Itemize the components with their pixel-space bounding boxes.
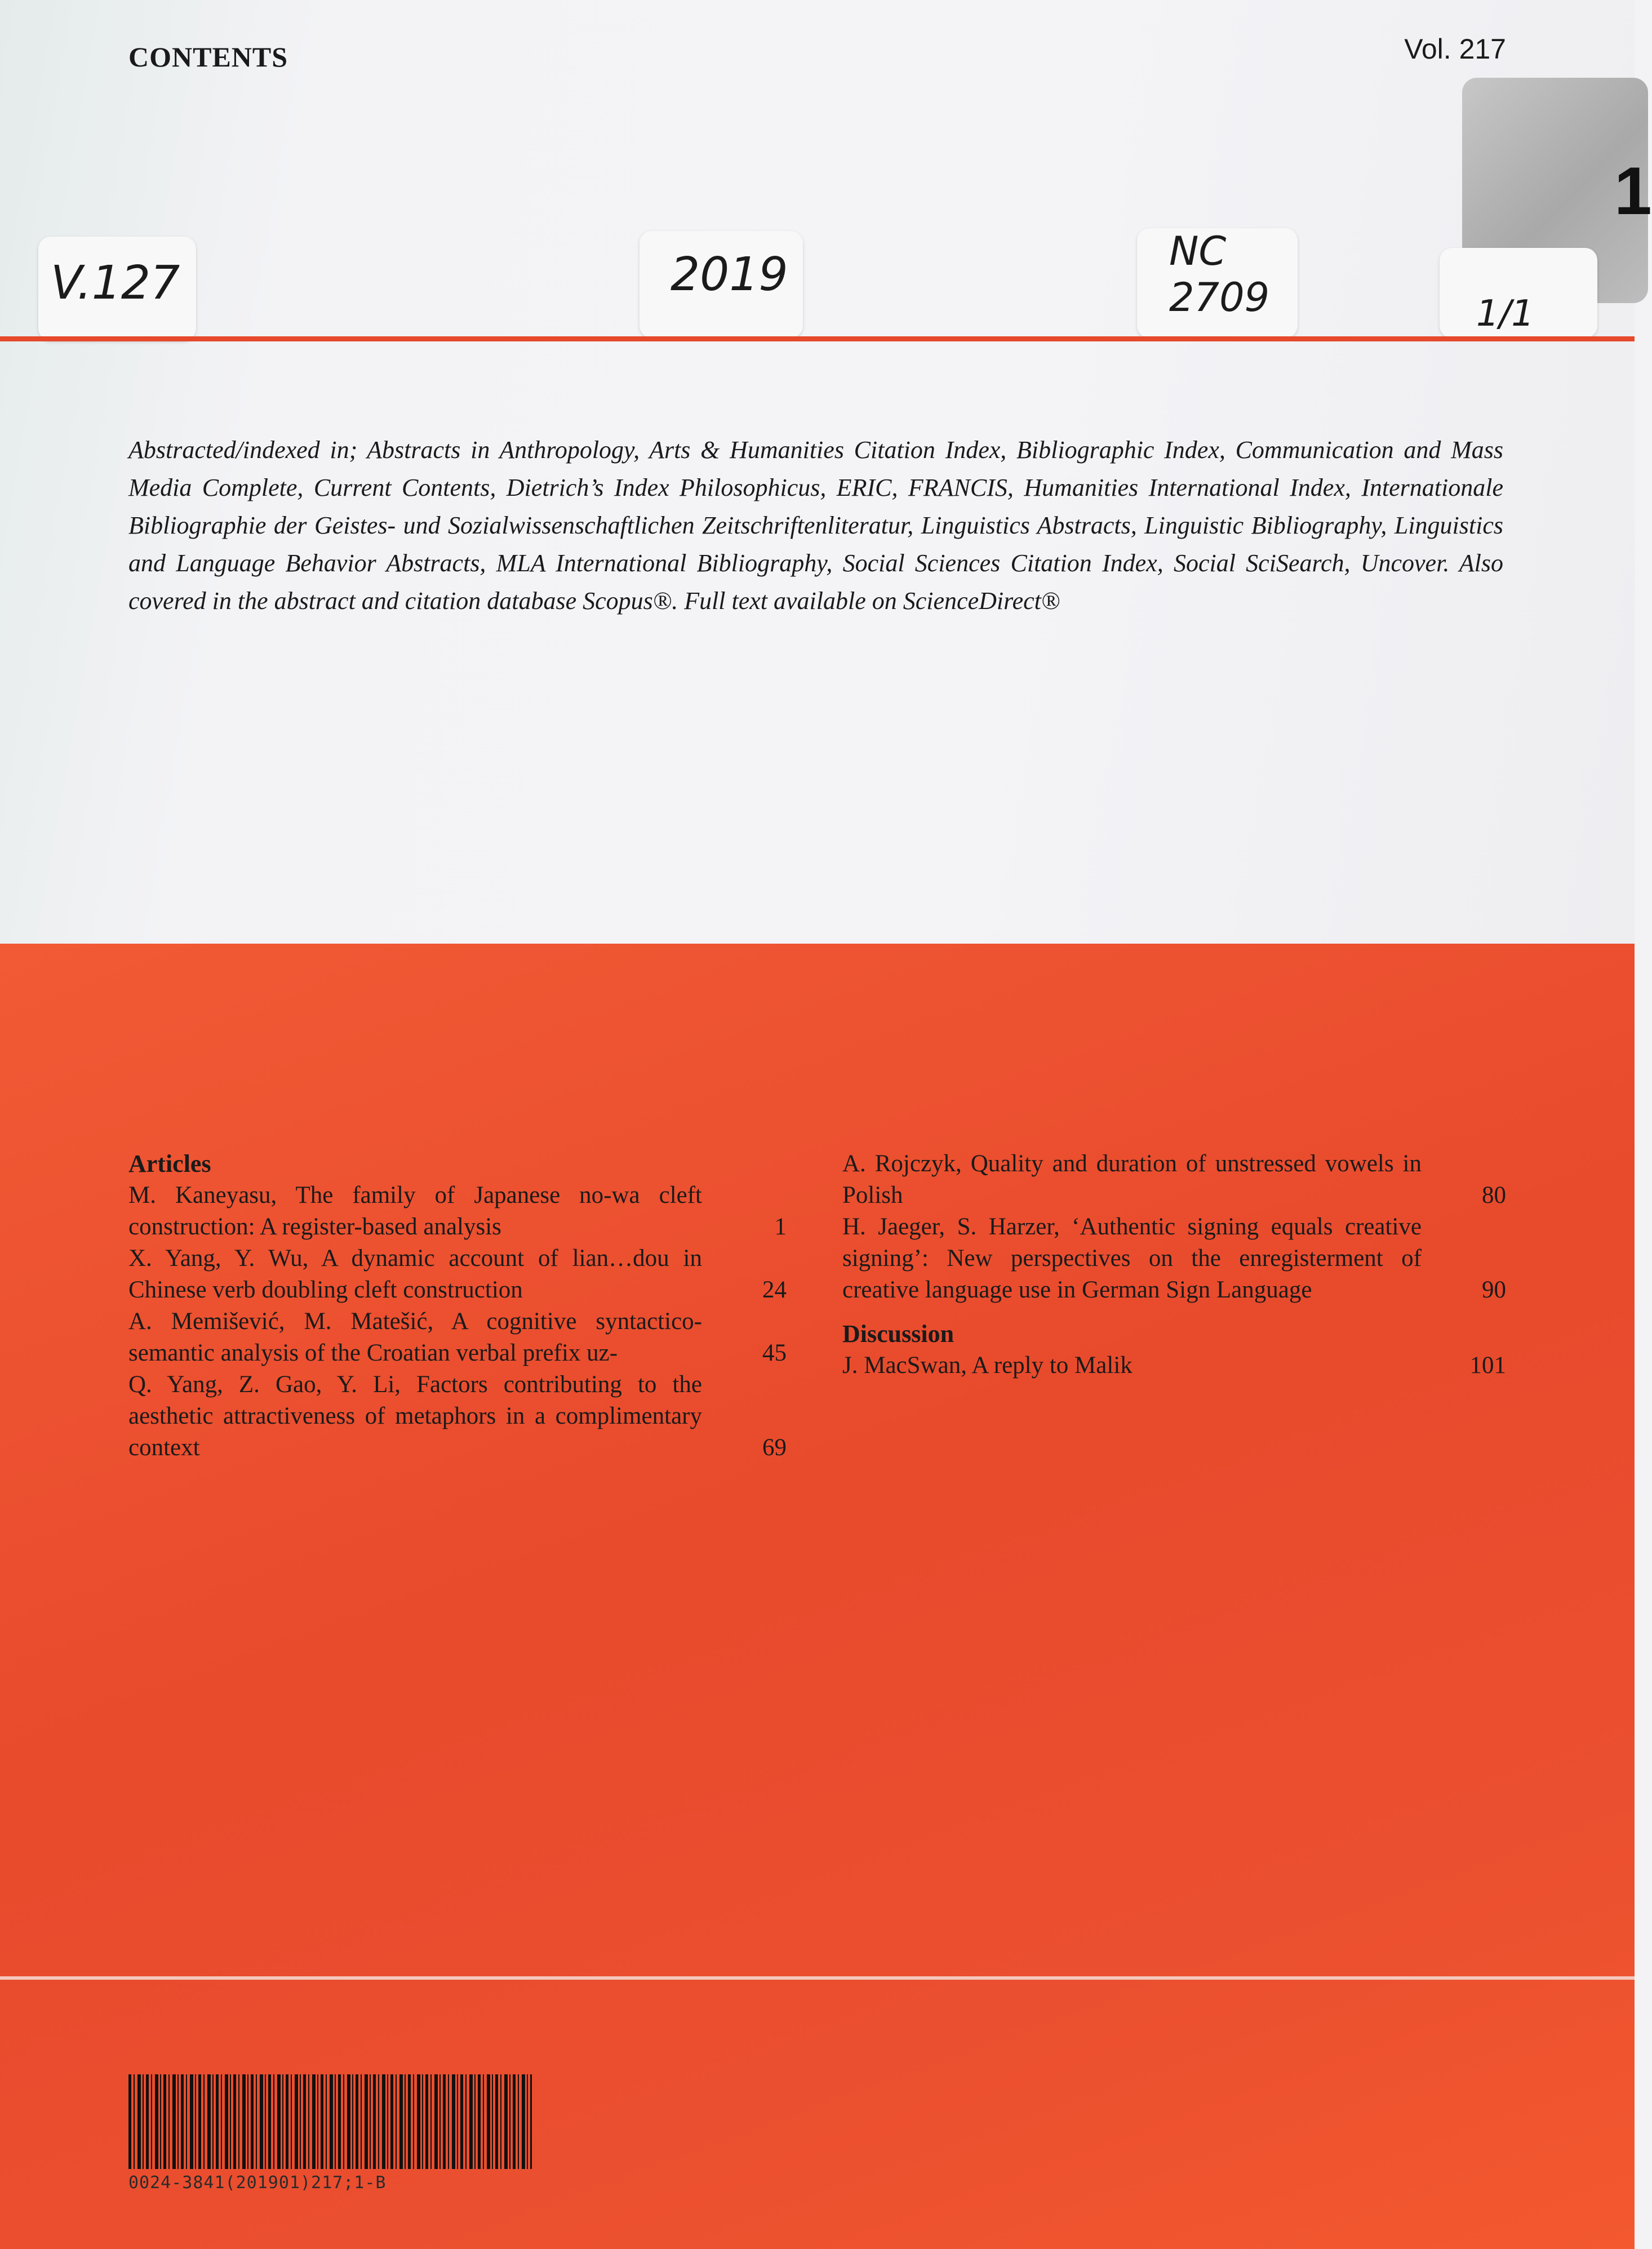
red-divider — [0, 336, 1635, 341]
entry-title: H. Jaeger, S. Harzer, ‘Authentic signing equals creative signing’: New perspectives on the enregisterment of creative language use in German Sign Language — [842, 1214, 1422, 1303]
entry-page: 45 — [762, 1340, 787, 1366]
entry-title: X. Yang, Y. Wu, A dynamic account of lian…dou in Chinese verb doubling cleft construction — [128, 1245, 702, 1303]
entry-title: M. Kaneyasu, The family of Japanese no-wa cleft construction: A register-based analysis — [128, 1182, 702, 1240]
indexing-statement: Abstracted/indexed in; Abstracts in Anthropology, Arts & Humanities Citation Index, Bibliographic Index, Communication and Mass Media Complete, Current Contents, Dietrich’s Index Philosophicus, ERIC, FRANCIS, Humanities International Index, Internationale Bibliographie der Geistes- und Sozialwissenschaftlichen Zeitschriftenliteratur, Linguistics Abstracts, Linguistic Bibliography, Linguistics and Language Behavior Abstracts, MLA International Bibliography, Social Sciences Citation Index, Social SciSearch, Uncover. Also covered in the abstract and citation database Scopus®. Full text available on ScienceDirect® — [128, 436, 1503, 615]
entry-title: Q. Yang, Z. Gao, Y. Li, Factors contributing to the aesthetic attractiveness of metaphors in a complimentary context — [128, 1371, 702, 1461]
articles-heading: Articles — [128, 1150, 211, 1177]
toc-entry — [842, 1211, 1506, 1306]
entry-title: J. MacSwan, A reply to Malik — [842, 1352, 1133, 1379]
toc-entry — [128, 1306, 787, 1369]
entry-title: A. Rojczyk, Quality and duration of unstressed vowels in Polish — [842, 1150, 1422, 1208]
tab-digit: 1 — [1614, 153, 1652, 229]
discussion-heading: Discussion — [842, 1320, 954, 1348]
entry-page: 1 — [774, 1214, 787, 1240]
handwritten-issue: 1/1 — [1476, 293, 1534, 335]
barcode-number: 0024-3841(201901)217;1-B — [128, 2173, 387, 2193]
toc-column-left — [128, 1148, 787, 1464]
handwritten-callnumber: NC 2709 — [1169, 228, 1270, 321]
entry-page: 24 — [762, 1277, 787, 1303]
entry-page: 80 — [1482, 1182, 1506, 1208]
volume-label: Vol. 217 — [1404, 33, 1506, 65]
entry-title: A. Memišević, M. Matešić, A cognitive syntactico-semantic analysis of the Croatian verbal prefix uz- — [128, 1308, 702, 1366]
toc-entry — [842, 1350, 1506, 1381]
toc-column-right — [842, 1148, 1506, 1381]
barcode-icon — [128, 2074, 532, 2169]
entry-page: 90 — [1482, 1277, 1506, 1303]
handwritten-volume: V.127 — [51, 256, 180, 310]
toc-entry — [128, 1180, 787, 1243]
orange-panel — [0, 944, 1635, 2249]
toc-entry — [128, 1243, 787, 1306]
toc-entry — [128, 1369, 787, 1464]
entry-page: 69 — [762, 1434, 787, 1461]
entry-page: 101 — [1469, 1352, 1506, 1379]
toc-entry — [842, 1148, 1506, 1211]
contents-heading: CONTENTS — [128, 41, 288, 73]
white-divider — [0, 1976, 1635, 1980]
handwritten-year: 2019 — [670, 248, 788, 301]
